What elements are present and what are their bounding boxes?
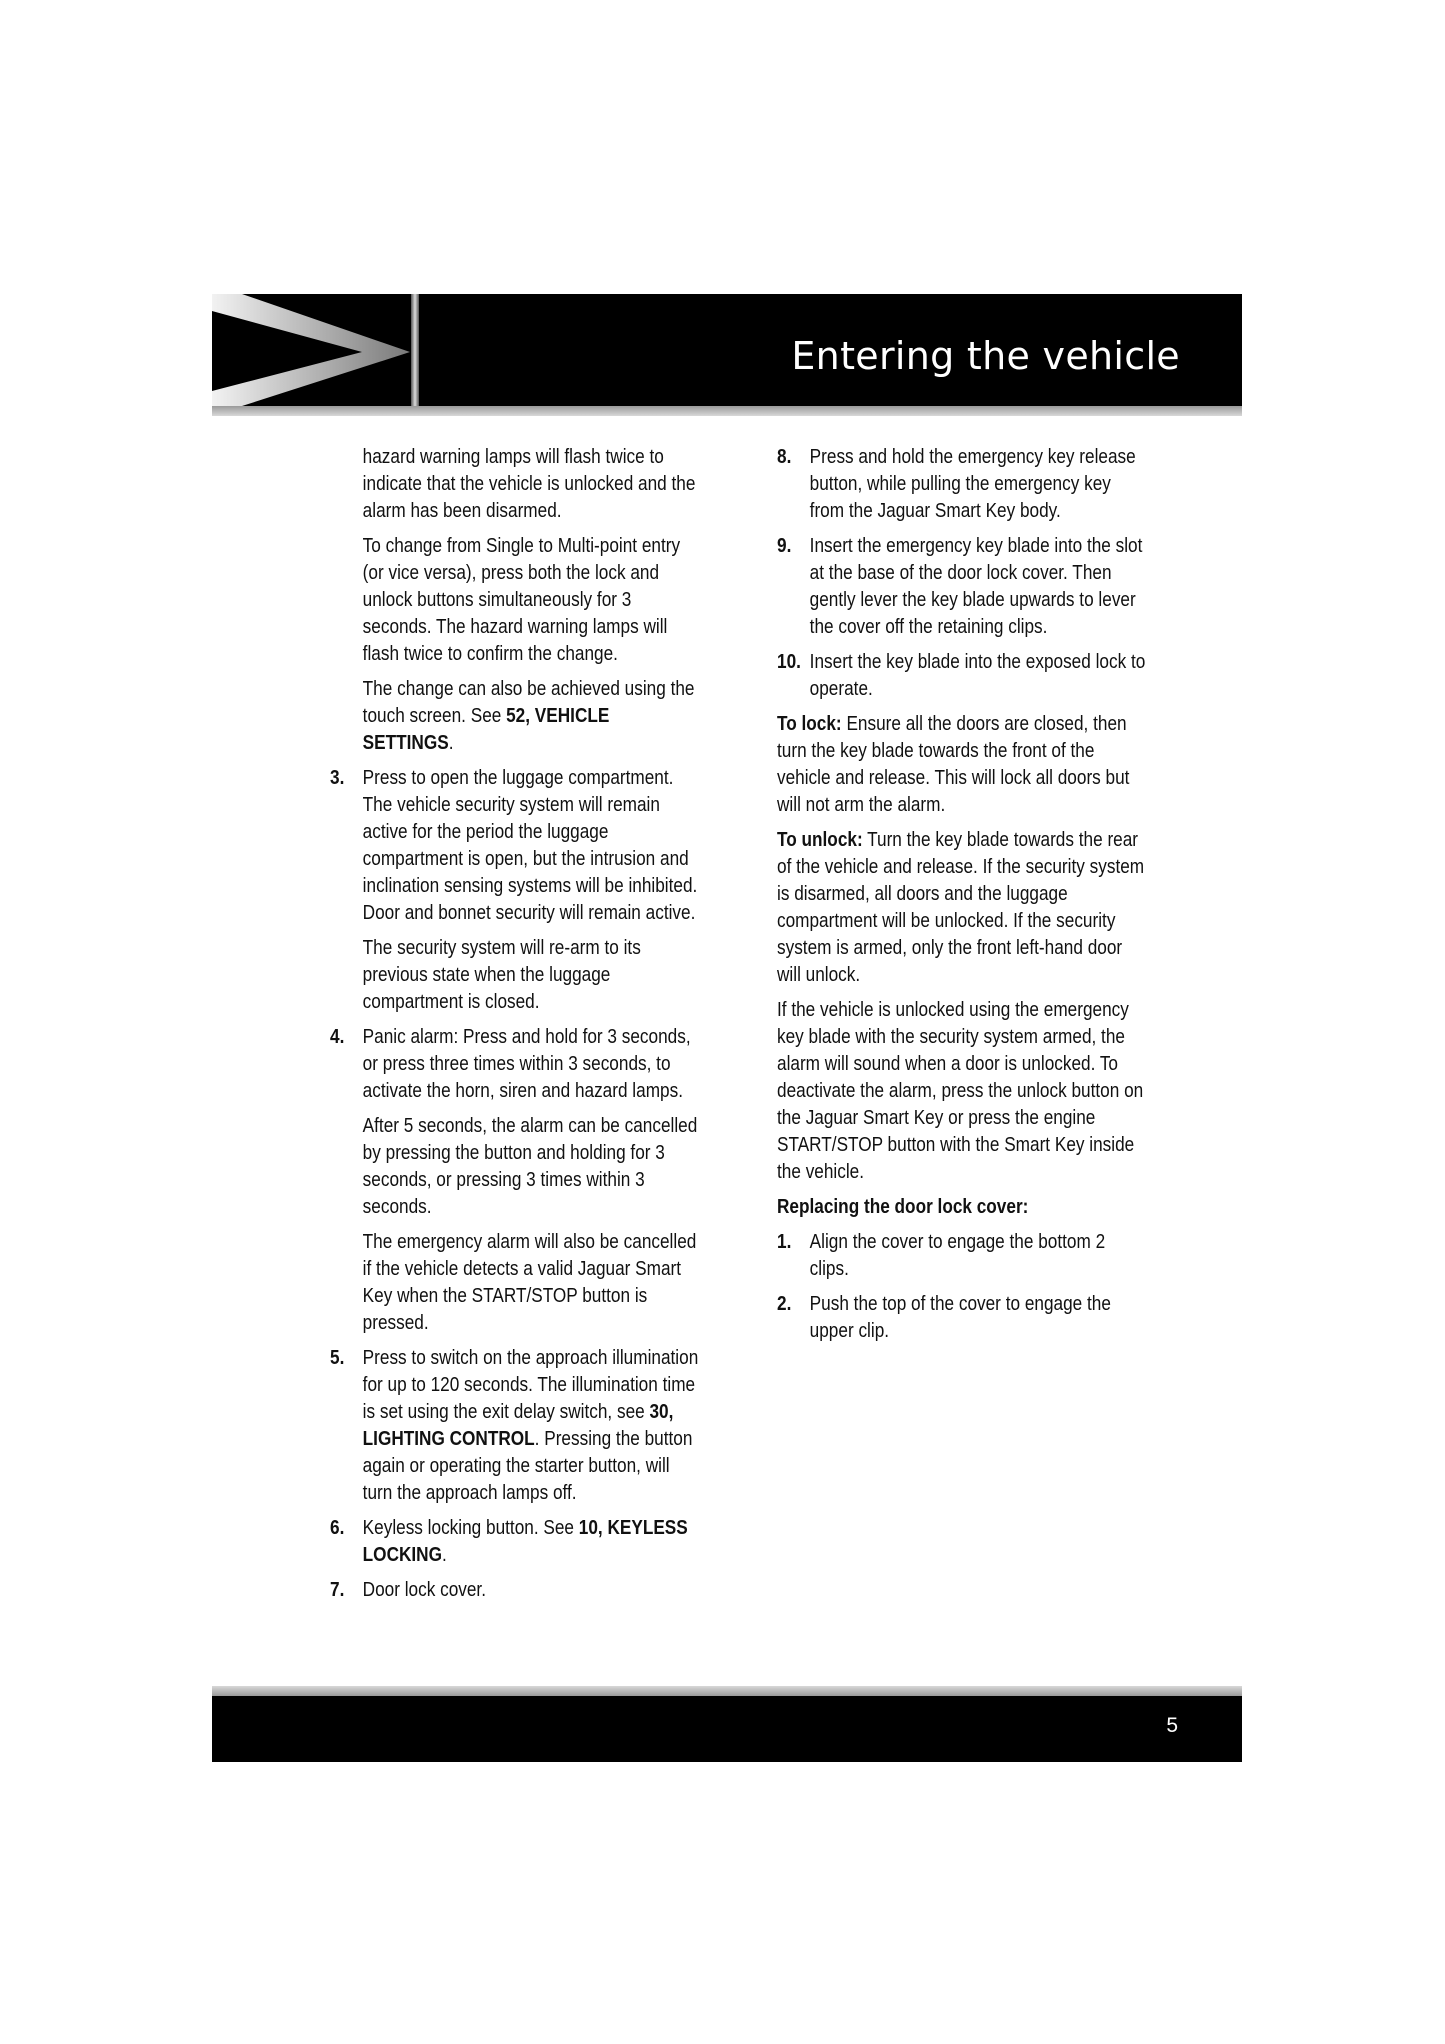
paragraph-text: Turn the key blade towards the rear of the vehicle and release. If the security system is disarmed, all doors and the luggage compartment will be unlocked. If the security system is armed, only the front left-hand door will unlock. xyxy=(777,829,1145,986)
chevron-logo-icon xyxy=(212,294,422,406)
list-item xyxy=(777,1291,1147,1345)
list-item-text: Insert the emergency key blade into the slot at the base of the door lock cover. Then gently lever the key blade upwards to lever the cover off the retaining clips. xyxy=(809,535,1143,638)
cross-reference-link[interactable]: 30, LIGHTING CONTROL xyxy=(362,1401,674,1450)
list-item xyxy=(330,1024,700,1105)
list-item xyxy=(777,1229,1147,1283)
list-item-text: . xyxy=(441,1544,447,1566)
paragraph xyxy=(777,711,1147,819)
paragraph: If the vehicle is unlocked using the emergency key blade with the security system armed, the alarm will sound when a door is unlocked. To deactivate the alarm, press the unlock button on the Jaguar Smart Key or press the engine START/STOP button with the Smart Key inside the vehicle. xyxy=(777,999,1144,1183)
right-column xyxy=(777,444,1147,1353)
list-number: 3. xyxy=(330,767,345,789)
paragraph: To change from Single to Multi-point entry (or vice versa), press both the lock and unlock buttons simultaneously for 3 seconds. The hazard warning lamps will flash twice to confirm the change. xyxy=(362,535,681,665)
header-divider xyxy=(212,406,1242,416)
list-item-text: Push the top of the cover to engage the upper clip. xyxy=(809,1293,1111,1342)
list-number: 7. xyxy=(330,1579,345,1601)
footer-bar xyxy=(212,1696,1242,1762)
list-item xyxy=(330,1577,700,1604)
list-item xyxy=(777,533,1147,641)
list-item-text: Keyless locking button. See xyxy=(362,1517,579,1539)
cross-reference-link[interactable]: 52, VEHICLE SETTINGS xyxy=(362,705,610,754)
list-item-text: . Pressing the button again or operating the starter button, will turn the approach lamps off. xyxy=(362,1428,693,1504)
list-number: 6. xyxy=(330,1517,345,1539)
list-number: 8. xyxy=(777,446,792,468)
list-number: 1. xyxy=(777,1231,792,1253)
list-item-text: Door lock cover. xyxy=(362,1579,486,1601)
cross-reference-link[interactable]: 10, KEYLESS LOCKING xyxy=(362,1517,688,1566)
left-column xyxy=(330,444,700,1612)
page-title: Entering the vehicle xyxy=(791,334,1180,378)
section-heading xyxy=(777,1194,1147,1221)
list-item xyxy=(330,1345,700,1507)
paragraph: The emergency alarm will also be cancelled if the vehicle detects a valid Jaguar Smart Key when the START/STOP button is pressed. xyxy=(362,1231,697,1334)
inline-heading: To lock: xyxy=(777,713,842,735)
list-item-text: Panic alarm: Press and hold for 3 seconds, or press three times within 3 seconds, to activate the horn, siren and hazard lamps. xyxy=(362,1026,691,1102)
paragraph xyxy=(777,827,1147,989)
paragraph: The security system will re-arm to its previous state when the luggage compartment is closed. xyxy=(362,937,641,1013)
list-item-text: Press to open the luggage compartment. The vehicle security system will remain active for the period the luggage compartment is open, but the intrusion and inclination sensing systems will be inhibited. Door and bonnet security will remain active. xyxy=(362,767,698,924)
list-item-text: Press to switch on the approach illumination for up to 120 seconds. The illumination time is set using the exit delay switch, see xyxy=(362,1347,699,1423)
list-item-text: Press and hold the emergency key release button, while pulling the emergency key from the Jaguar Smart Key body. xyxy=(809,446,1136,522)
list-item xyxy=(330,765,700,927)
paragraph: After 5 seconds, the alarm can be cancelled by pressing the button and holding for 3 seconds, or pressing 3 times within 3 seconds. xyxy=(362,1115,698,1218)
inline-heading: To unlock: xyxy=(777,829,863,851)
paragraph: hazard warning lamps will flash twice to indicate that the vehicle is unlocked and the alarm has been disarmed. xyxy=(362,446,696,522)
paragraph xyxy=(330,676,700,757)
list-number: 2. xyxy=(777,1293,792,1315)
list-number: 4. xyxy=(330,1026,345,1048)
list-item-text: Insert the key blade into the exposed lock to operate. xyxy=(809,651,1146,700)
paragraph-text: Ensure all the doors are closed, then turn the key blade towards the front of the vehicle and release. This will lock all doors but will not arm the alarm. xyxy=(777,713,1130,816)
list-number: 9. xyxy=(777,535,792,557)
list-number: 5. xyxy=(330,1347,345,1369)
footer-divider xyxy=(212,1686,1242,1696)
section-heading-text: Replacing the door lock cover: xyxy=(777,1196,1029,1218)
list-number: 10. xyxy=(777,651,801,673)
page-number: 5 xyxy=(1166,1714,1178,1737)
paragraph-text: . xyxy=(448,732,454,754)
list-item-text: Align the cover to engage the bottom 2 clips. xyxy=(809,1231,1106,1280)
list-item xyxy=(330,1515,700,1569)
list-item xyxy=(777,444,1147,525)
list-item xyxy=(777,649,1147,703)
chapter-header-bar xyxy=(212,294,1242,406)
paragraph-text: The change can also be achieved using the touch screen. See xyxy=(362,678,695,727)
